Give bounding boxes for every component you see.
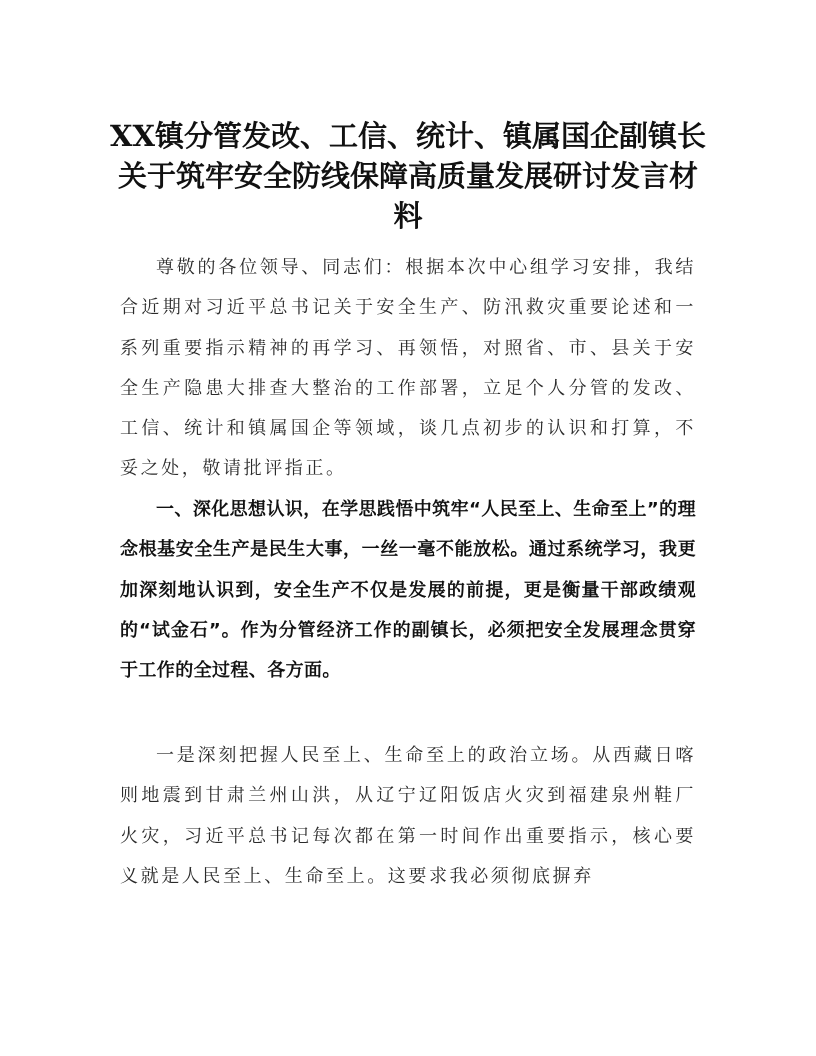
document-title: XX镇分管发改、工信、统计、镇属国企副镇长关于筑牢安全防线保障高质量发展研讨发言材料 [109, 119, 706, 233]
section-heading-paragraph: 一、深化思想认识，在学思践悟中筑牢“人民至上、生命至上”的理念根基安全生产是民生大事，一丝一毫不能放松。通过系统学习，我更加深刻地认识到，安全生产不仅是发展的前提，更是衡量干部政绩观的“试金石”。作为分管经济工作的副镇长，必须把安全发展理念贯穿于工作的全过程、各方面。 [120, 499, 696, 682]
body-paragraph: 一是深刻把握人民至上、生命至上的政治立场。从西藏日喀则地震到甘肃兰州山洪，从辽宁辽阳饭店火灾到福建泉州鞋厂火灾，习近平总书记每次都在第一时间作出重要指示，核心要义就是人民至上、生命至上。这要求我必须彻底摒弃 [120, 745, 696, 887]
opening-paragraph: 尊敬的各位领导、同志们：根据本次中心组学习安排，我结合近期对习近平总书记关于安全生产、防汛救灾重要论述和一系列重要指示精神的再学习、再领悟，对照省、市、县关于安全生产隐患大排查大整治的工作部署，立足个人分管的发改、工信、统计和镇属国企等领域，谈几点初步的认识和打算，不妥之处，敬请批评指正。 [120, 257, 696, 480]
